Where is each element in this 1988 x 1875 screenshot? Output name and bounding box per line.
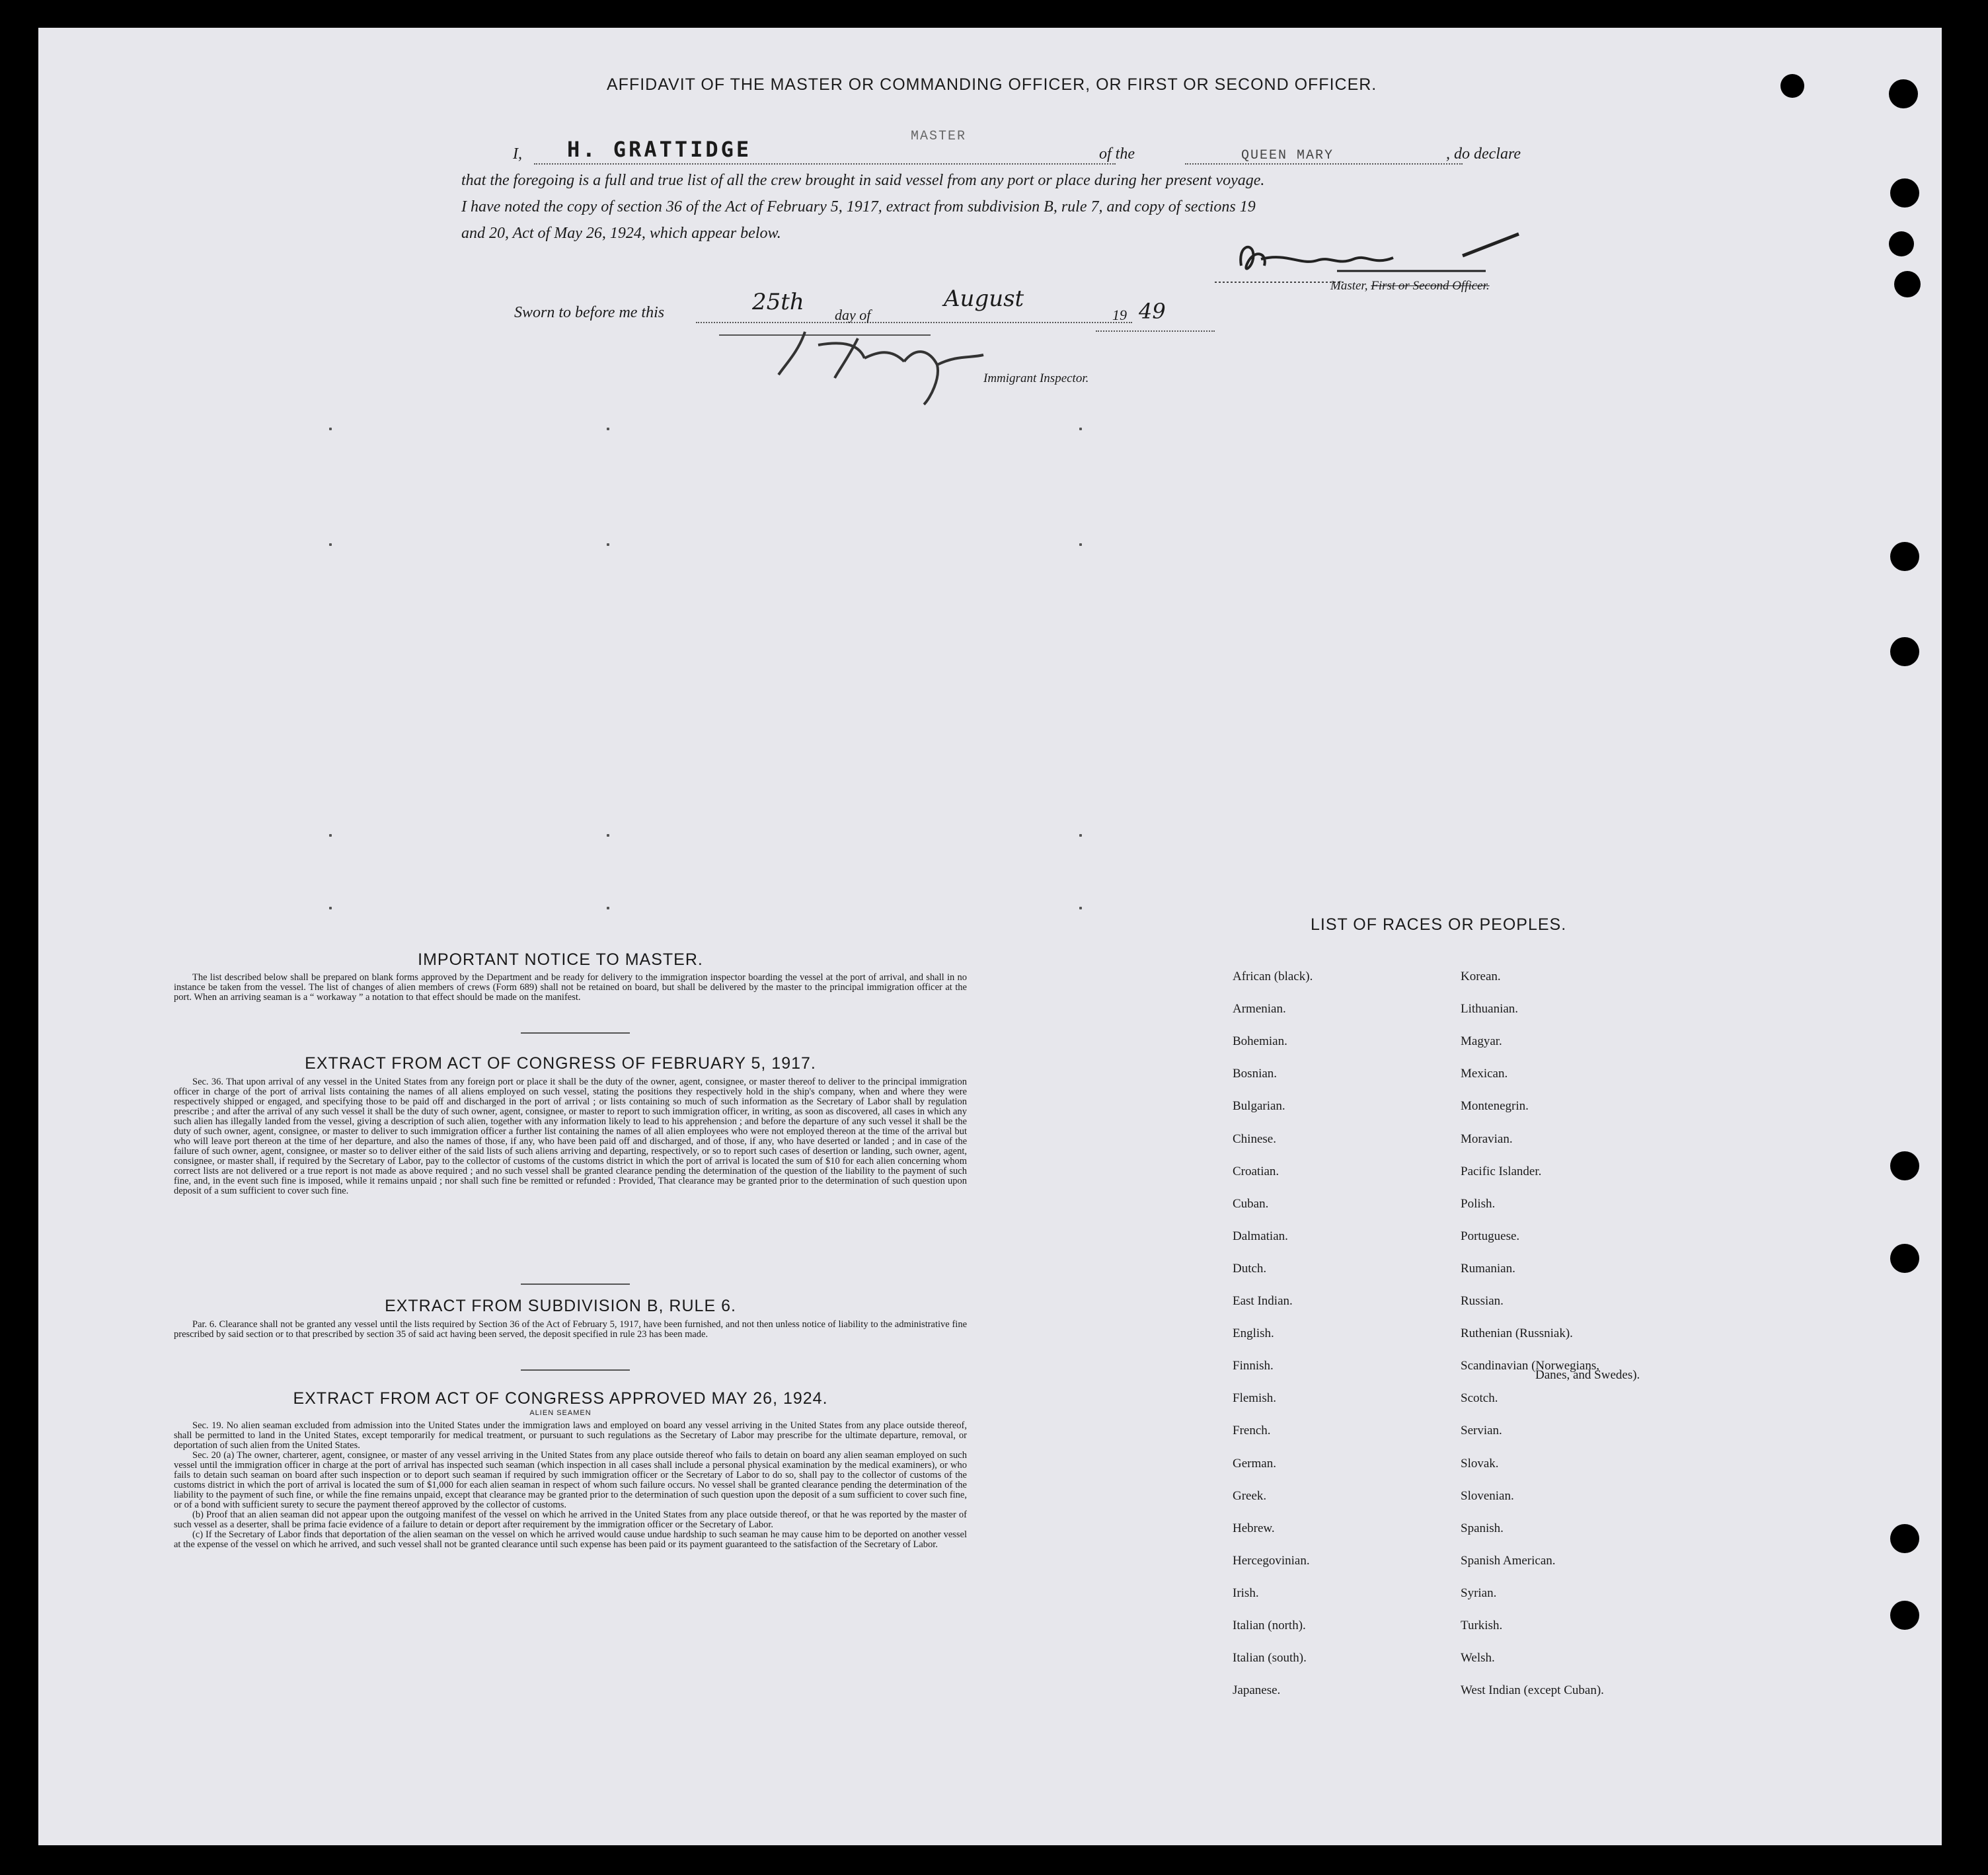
punch-hole (1890, 178, 1919, 208)
extract-1924-title: EXTRACT FROM ACT OF CONGRESS APPROVED MAY 26, 1924. (293, 1389, 828, 1408)
guide-dot (1079, 543, 1082, 546)
sworn-month: August (944, 286, 1024, 312)
punch-hole (1890, 1601, 1919, 1630)
sec-20b-text: (b) Proof that an alien seaman did not appear upon the outgoing manifest of the vessel on which he arrived in the United States from any place outside thereof, or that he was reported by the master of such vessel as a deserter, shall be prima facie evidence of a failure to detain or deport after requirement by the immigration officer or the Secretary of Labor. (174, 1510, 967, 1530)
officer-label-struck: First or Second Officer. (1371, 279, 1490, 293)
notice-title: IMPORTANT NOTICE TO MASTER. (418, 950, 703, 969)
race-item: Ruthenian (Russniak). (1461, 1326, 1573, 1341)
race-item: Flemish. (1233, 1391, 1276, 1406)
affidavit-line-4: and 20, Act of May 26, 1924, which appear below. (461, 225, 781, 242)
race-item: Italian (north). (1233, 1619, 1306, 1632)
race-item: Korean. (1461, 970, 1501, 983)
punch-hole (1889, 79, 1918, 108)
alien-seamen-subtitle: ALIEN SEAMEN (529, 1409, 592, 1417)
extract-1924-body (174, 1421, 967, 1550)
race-item: Bulgarian. (1233, 1099, 1285, 1114)
guide-dot (329, 834, 332, 837)
race-item: Russian. (1461, 1294, 1504, 1308)
race-item: Irish. (1233, 1586, 1259, 1600)
guide-dot (607, 543, 609, 546)
race-item: Spanish. (1461, 1521, 1504, 1535)
notice-body (174, 973, 967, 1003)
name-line (534, 163, 1116, 165)
section-divider (521, 1032, 630, 1034)
punch-hole (1780, 74, 1804, 98)
guide-dot (607, 907, 609, 909)
race-item: Bohemian. (1233, 1034, 1287, 1049)
race-item: Moravian. (1461, 1131, 1513, 1146)
race-item: Polish. (1461, 1196, 1496, 1211)
year-line (1096, 330, 1215, 332)
race-item: Slovenian. (1461, 1488, 1514, 1503)
race-item: Chinese. (1233, 1131, 1276, 1146)
race-item: Japanese. (1233, 1683, 1281, 1698)
vessel-line (1185, 163, 1463, 165)
race-item: Welsh. (1461, 1651, 1495, 1665)
do-declare-label: , do declare (1446, 145, 1521, 163)
sec-36-text: Sec. 36. That upon arrival of any vessel in the United States from any foreign port or place it shall be the duty of the owner, agent, consignee, or master thereof to deliver to the principal immigration officer in charge of the port of arrival lists containing the names of all aliens employed on such vessel, stating the positions they respectively hold in the ship's company, when and where they were respectively shipped or engaged, and specifying those to be paid off and discharged in the port of arrival ; or lists containing so much of such information as the Secretary of Labor shall by regulation prescribe ; and after the arrival of any such vessel it shall be the duty of such owner, agent, consignee, or master to report to such immigration officer, in writing, as soon as discovered, all cases in which any such alien has illegally landed from the vessel, giving a description of such alien, together with any information likely to lead to his apprehension ; and before the departure of any such vessel it shall be the duty of such owner, agent, consignee, or master to deliver to such immigration officer a further list containing the names of all alien employees who were not employed thereon at the time of the arrival but who will leave port thereon at the time of her departure, and also the names of those, if any, who have been paid off and discharged, and of those, if any, who have deserted or landed ; and in case of the failure of such owner, agent, consignee, or master so to deliver either of the said lists of such aliens arriving and departing, respectively, or so to report such cases of desertion or landing, such owner, agent, consignee, or master shall, if required by the Secretary of Labor, pay to the collector of customs of the customs district in which the port of arrival is located the sum of $10 for each alien concerning whom correct lists are not delivered or a true report is not made as above required ; and no such vessel shall be granted clearance pending the determination of the question of the liability to the payment of such fine, and, in the event such fine is imposed, while it remains unpaid ; nor shall such fine be remitted or refunded : Provided, That clearance may be granted prior to the determination of such question upon deposit of a sum sufficient to cover such fine. (174, 1077, 967, 1196)
punch-hole (1890, 1244, 1919, 1273)
master-label-text: Master, (1330, 279, 1368, 293)
race-item: Finnish. (1233, 1359, 1274, 1373)
affidavit-i-label: I, (513, 145, 522, 163)
rule-6-title: EXTRACT FROM SUBDIVISION B, RULE 6. (385, 1297, 736, 1315)
guide-dot (607, 428, 609, 430)
race-item: German. (1233, 1456, 1276, 1471)
race-item: Rumanian. (1461, 1261, 1515, 1276)
race-item: Syrian. (1461, 1586, 1497, 1600)
race-item: Cuban. (1233, 1196, 1269, 1211)
guide-dot (1079, 907, 1082, 909)
punch-hole (1890, 1151, 1919, 1180)
punch-hole (1889, 231, 1914, 256)
master-name: H. GRATTIDGE (567, 137, 752, 162)
section-divider (521, 1369, 630, 1371)
sworn-day: 25th (752, 289, 804, 315)
races-title: LIST OF RACES OR PEOPLES. (1311, 915, 1567, 934)
race-item: English. (1233, 1326, 1274, 1341)
punch-hole (1890, 637, 1919, 666)
guide-dot (1079, 834, 1082, 837)
affidavit-line-2: that the foregoing is a full and true list of all the crew brought in said vessel from any port or place during her present voyage. (461, 172, 1265, 189)
race-item: Turkish. (1461, 1619, 1503, 1632)
guide-dot (329, 543, 332, 546)
race-item: Dutch. (1233, 1261, 1267, 1276)
vessel-name: QUEEN MARY (1241, 148, 1334, 163)
race-item: Greek. (1233, 1488, 1267, 1503)
race-item: African (black). (1233, 970, 1313, 983)
race-item-continuation: Danes, and Swedes). (1535, 1368, 1640, 1382)
year-prefix: 19 (1112, 307, 1127, 323)
affidavit-title: AFFIDAVIT OF THE MASTER OR COMMANDING OFFICER, OR FIRST OR SECOND OFFICER. (607, 75, 1377, 94)
sworn-label: Sworn to before me this (514, 304, 665, 321)
race-item: Armenian. (1233, 1002, 1286, 1016)
section-divider (521, 1283, 630, 1285)
document-page (38, 28, 1942, 1845)
race-item: Montenegrin. (1461, 1099, 1529, 1114)
sec-20a-text: Sec. 20 (a) The owner, charterer, agent, consignee, or master of any vessel arriving in the United States from any place outside thereof who fails to detain on board any alien seaman employed on such vessel until the immigration officer in charge at the port of arrival has inspected such seaman (which inspection in all cases shall include a personal physical examination by the medical examiners), or who fails to detain such seaman on board after such inspection or to deport such seaman if required by such immigration officer or the Secretary of Labor to do so, shall pay to the collector of customs of the customs district in which the port of arrival is located the sum of $1,000 for each alien seaman in respect of whom such failure occurs. No vessel shall be granted clearance pending the determination of the liability to the payment of such fine, or while the fine remains unpaid, except that clearance may be granted prior to the determination of such question upon the deposit of a sum sufficient to cover such fine, or of a bond with sufficient surety to secure the payment thereof approved by the collector of customs. (174, 1450, 967, 1510)
race-item: Scandinavian (Norwegians, (1461, 1359, 1599, 1373)
race-item: Dalmatian. (1233, 1229, 1288, 1243)
inspector-label: Immigrant Inspector. (983, 371, 1089, 385)
affidavit-line-3: I have noted the copy of section 36 of the Act of February 5, 1917, extract from subdivision B, rule 7, and copy of sections 19 (461, 198, 1256, 215)
guide-dot (1079, 428, 1082, 430)
race-item: Slovak. (1461, 1456, 1499, 1471)
day-of-label: day of (835, 307, 871, 323)
race-item: Scotch. (1461, 1391, 1498, 1406)
rule-6-body (174, 1320, 967, 1340)
race-item: Lithuanian. (1461, 1002, 1519, 1016)
race-item: Italian (south). (1233, 1651, 1307, 1665)
race-item: Bosnian. (1233, 1067, 1278, 1081)
sec-20c-text: (c) If the Secretary of Labor finds that deportation of the alien seaman on the vessel on which he arrived would cause undue hardship to such seaman he may cause him to be deported on another vessel at the expense of the vessel on which he arrived, and such vessel shall not be granted clearance until such expense has been paid or its payment guaranteed to the satisfaction of the Secretary of Labor. (174, 1529, 967, 1550)
race-item: West Indian (except Cuban). (1461, 1683, 1604, 1698)
guide-dot (607, 834, 609, 837)
race-item: Servian. (1461, 1424, 1502, 1438)
inspector-signature (706, 319, 1076, 411)
race-item: East Indian. (1233, 1294, 1293, 1308)
rank-stamp: MASTER (911, 129, 967, 144)
sec-19-text: Sec. 19. No alien seaman excluded from admission into the United States under the immigration laws and employed on board any vessel arriving in the United States from any place outside thereof, shall be permitted to land in the United States, except temporarily for medical treatment, or pursuant to such regulations as the Secretary of Labor may prescribe for the ultimate departure, removal, or deportation of such alien from the United States. (174, 1420, 967, 1451)
of-the-label: of the (1099, 145, 1135, 163)
extract-1917-title: EXTRACT FROM ACT OF CONGRESS OF FEBRUARY 5, 1917. (305, 1054, 816, 1073)
race-item: Hebrew. (1233, 1521, 1275, 1535)
punch-hole (1890, 1524, 1919, 1553)
guide-dot (329, 907, 332, 909)
race-item: Croatian. (1233, 1164, 1280, 1178)
race-item: Pacific Islander. (1461, 1164, 1542, 1178)
race-item: Mexican. (1461, 1067, 1508, 1081)
race-item: French. (1233, 1424, 1271, 1438)
race-item: Spanish American. (1461, 1553, 1556, 1568)
punch-hole (1890, 542, 1919, 571)
punch-hole (1894, 271, 1921, 297)
par-6-text: Par. 6. Clearance shall not be granted any vessel until the lists required by Section 36 of the Act of February 5, 1917, have been furnished, and not then unless notice of liability to the administrative fine prescribed by said section or to that prescribed by section 35 of said act having been served, the deposit specified in rule 23 has been made. (174, 1319, 967, 1340)
race-item: Magyar. (1461, 1034, 1502, 1049)
guide-dot (329, 428, 332, 430)
notice-text: The list described below shall be prepared on blank forms approved by the Department and be ready for delivery to the immigration inspector boarding the vessel at the port of arrival, and shall in no instance be taken from the vessel. The list of changes of alien members of crews (Form 689) shall not be retained on board, but shall be delivered by the master to the principal immigration officer at the port. When an arriving seaman is a “ workaway ” a notation to that effect should be made on the manifest. (174, 972, 967, 1003)
extract-1917-body (174, 1077, 967, 1196)
race-item: Hercegovinian. (1233, 1553, 1310, 1568)
race-item: Portuguese. (1461, 1229, 1520, 1243)
master-label (1330, 279, 1490, 293)
sworn-year: 49 (1139, 299, 1166, 324)
